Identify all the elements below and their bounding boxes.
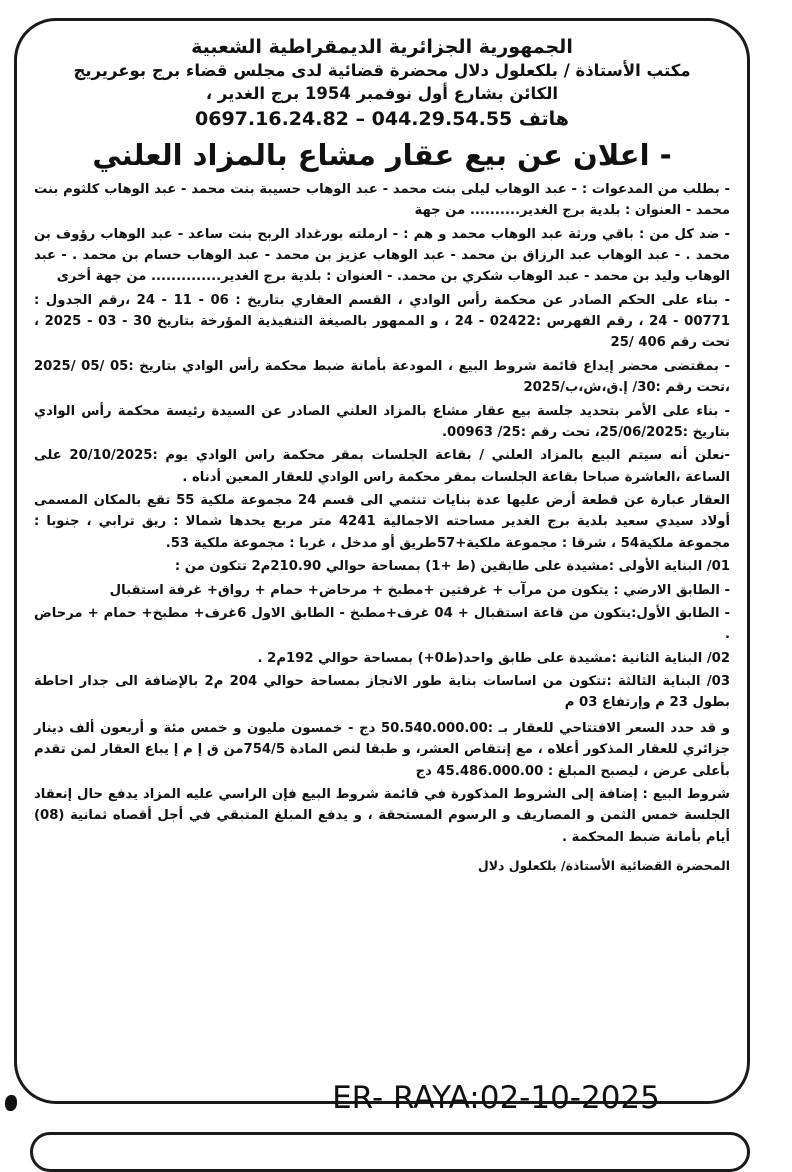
paragraph-defendants: - ضد كل من : باقي ورثة عبد الوهاب محمد و هم : - ارملته بورغداد الربح بنت ساعد - عبد الوهاب رؤوف بن محمد . - عبد الوهاب عبد الرزاق بن محمد - عبد الوهاب عزيز بن محمد - عبد الوهاب حسام بن محمد . - عبد الوهاب وليد بن محمد - عبد الوهاب شكري بن محمد. - العنوان : بلدية برج الغدير.............. من جهة أخرى bbox=[34, 226, 730, 285]
office-name: مكتب الأستاذة / بلكعلول دلال محضرة قضائية لدى مجلس قضاء برج بوعريريج bbox=[73, 61, 691, 81]
newspaper-date-footer bbox=[0, 1080, 792, 1116]
paragraph-plaintiffs: - بطلب من المدعوات : - عبد الوهاب ليلى بنت محمد - عبد الوهاب حسيبة بنت محمد - عبد الوهاب كلثوم بنت محمد - العنوان : بلدية برج الغدير.......... من جهة bbox=[34, 181, 730, 219]
announcement-title: - اعلان عن بيع عقار مشاع بالمزاد العلني bbox=[92, 137, 672, 172]
next-ad-border bbox=[30, 1132, 750, 1172]
signature: المحضرة القضائية الأستاذة/ بلكعلول دلال bbox=[477, 858, 730, 874]
paragraph-conditions: شروط البيع : إضافة إلى الشروط المذكورة في قائمة شروط البيع فإن الراسي عليه المزاد يدفع حال إنعقاد الجلسة خمس الثمن و المصاريف و الرسوم المستحقة ، و يدفع المبلغ المتبقي في أجل أقصاه ثمانية (08) أيام بأمانة ضبط المحكمة . bbox=[34, 786, 730, 845]
paragraph-property: العقار عبارة عن قطعة أرض عليها عدة بنايات تنتمي الى قسم 24 مجموعة ملكية 55 تقع بالمكان المسمى أولاد سيدي سعيد بلدية برج الغدير مساحته الاجمالية 4241 متر مربع يحدها شمالا : ريق ترابي ، جنوبا : مجموعة ملكية54 ، شرقا : مجموعة ملكية+57طريق أو مدخل ، غربا : مجموعة ملكية 53. bbox=[34, 493, 731, 551]
paragraph-session-order: - بناء على الأمر بتحديد جلسة بيع عقار مشاع بالمزاد العلني الصادر عن السيدة رئيسة محكمة رأس الوادي بتاريخ :25/06/2025، تحت رقم :25/ 00963. bbox=[34, 403, 730, 440]
paragraph-judgment: - بناء على الحكم الصادر عن محكمة رأس الوادي ، القسم العقاري بتاريخ : 06 - 11 - 24 ،رقم الجدول : 00771 - 24 ، رقم الفهرس :02422 - 24 ، و الممهور بالصيغة التنفيذية المؤرخة بتاريخ 30 - 03 - 2025 ، تحت رقم 406 /25 bbox=[34, 292, 731, 351]
republic-name: الجمهورية الجزائرية الديمقراطية الشعبية bbox=[191, 36, 573, 58]
office-phone: هاتف 044.29.54.55 – 0697.16.24.82 bbox=[195, 107, 569, 130]
office-address: الكائن بشارع أول نوفمبر 1954 برج الغدير ، bbox=[205, 83, 559, 103]
paragraph-deposit: - بمقتضى محضر إيداع قائمة شروط البيع ، المودعة بأمانة ضبط محكمة رأس الوادي بتاريخ :05 /05 /2025 ،تحت رقم :30/ إ.ق،ش،ب/2025 bbox=[34, 358, 730, 396]
paragraph-first-floor: - الطابق الأول:يتكون من قاعة استقبال + 04 غرف+مطبخ - الطابق الاول 6غرف+ مطبخ+ حمام + مرحاض . bbox=[34, 605, 730, 643]
announcement-body bbox=[34, 34, 730, 873]
paragraph-building-1: 01/ البناية الأولى :مشيدة على طابقين (ط +1) بمساحة حوالي 210.90م2 تتكون من : bbox=[174, 559, 730, 575]
paragraph-ground-floor: - الطابق الارضي : يتكون من مرآب + غرفتين +مطبخ + مرحاض+ حمام + رواق+ غرفة استقبال bbox=[109, 582, 730, 598]
paragraph-building-3: 03/ البناية الثالثة :تتكون من اساسات بناية طور الانجاز بمساحة حوالي 204 م2 بالإضافة الى جدار احاطة بطول 23 م وإرتفاع 03 م bbox=[34, 674, 731, 711]
paragraph-building-2: 02/ البناية الثانية :مشيدة على طابق واحد(ط0+) بمساحة حوالي 192م2 . bbox=[257, 650, 730, 666]
paragraph-price: و قد حدد السعر الافتتاحي للعقار بـ :50.540.000.00 دج - خمسون مليون و خمس مئة و أربعون ألف دينار جزائري للعقار المذكور أعلاه ، مع إنتقاص العشر، و طبقا لنص المادة 754/5من ق إ م إ يباع العقار لمن تقدم بأعلى عرض ، ليصبح المبلغ : 45.486.000.00 دج bbox=[34, 720, 730, 779]
footer-text: ER- RAYA:02-10-2025 bbox=[332, 1080, 660, 1116]
office-header bbox=[34, 34, 730, 132]
paragraph-sale-date: -نعلن أنه سيتم البيع بالمزاد العلني / بقاعة الجلسات بمقر محكمة راس الوادي يوم :20/10/2025 على الساعة ،العاشرة صباحا بقاعة الجلسات بمقر محكمة راس الوادي للعقار المعين أدناه . bbox=[34, 448, 730, 485]
